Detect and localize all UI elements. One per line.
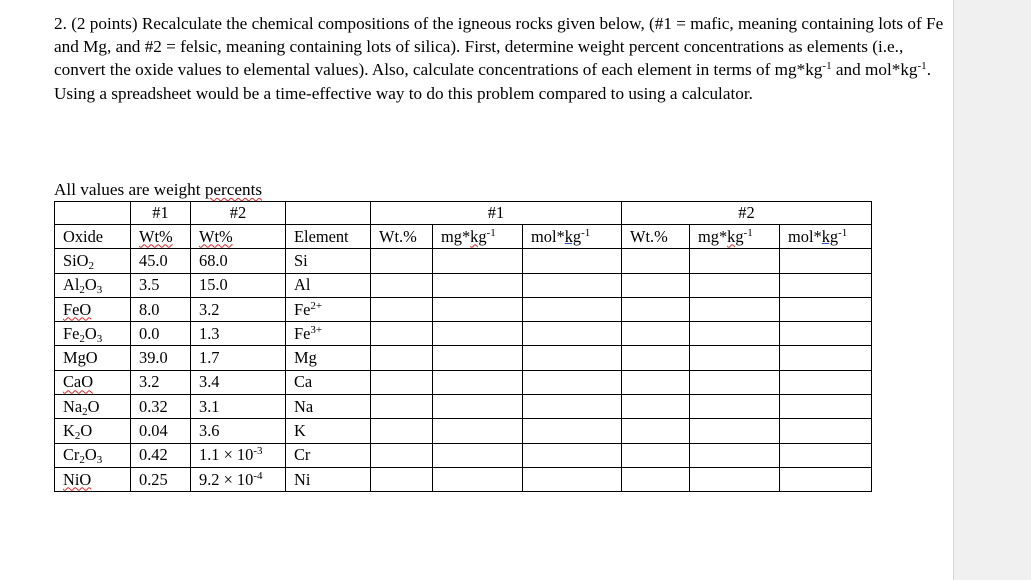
empty-cell	[690, 443, 780, 467]
empty-cell	[780, 297, 872, 321]
empty-cell	[622, 419, 690, 443]
table-row	[55, 322, 872, 346]
empty-cell	[780, 443, 872, 467]
wt-1-cell: 8.0	[131, 297, 191, 321]
oxide-cell: FeO	[55, 297, 131, 321]
element-cell: Ni	[286, 467, 371, 491]
table-row	[55, 273, 872, 297]
empty-cell	[371, 370, 433, 394]
empty-cell	[622, 395, 690, 419]
empty-cell	[622, 322, 690, 346]
wt-2-cell: 68.0	[191, 249, 286, 273]
oxide-cell: NiO	[55, 467, 131, 491]
table-row	[55, 346, 872, 370]
header-cell	[55, 202, 131, 225]
header-cell	[286, 202, 371, 225]
oxide-cell: $Na_2O$	[55, 395, 131, 419]
empty-cell	[523, 297, 622, 321]
table-row	[55, 249, 872, 273]
question-text: 2. (2 points) Recalculate the chemical compositions of the igneous rocks given below, (#1 = mafic, meaning containing lots of Fe and Mg, and #2 = felsic, meaning containing lots of silica). First, determine weight percent concentrations as elements (i.e., convert the oxide values to elemental values). Also, calculate concentrations of each element in terms of $mg*kg^{-1}$ and $mol*kg^{-1}$. Using a spreadsheet would be a time-effective way to do this problem compared to using a calculator.	[54, 14, 944, 103]
empty-cell	[690, 297, 780, 321]
wt-1-cell: 0.42	[131, 443, 191, 467]
empty-cell	[433, 395, 523, 419]
group-header-results-1: #1	[371, 202, 622, 225]
empty-cell	[690, 370, 780, 394]
empty-cell	[433, 346, 523, 370]
empty-cell	[371, 346, 433, 370]
col-wtpct-2: Wt.%	[622, 225, 690, 249]
empty-cell	[690, 346, 780, 370]
empty-cell	[780, 395, 872, 419]
empty-cell	[523, 346, 622, 370]
col-mol-1: $mol*kg^{-1}$	[523, 225, 622, 249]
empty-cell	[690, 273, 780, 297]
empty-cell	[433, 273, 523, 297]
empty-cell	[371, 467, 433, 491]
table-row	[55, 467, 872, 491]
empty-cell	[622, 249, 690, 273]
element-cell: $Fe^{2+}$	[286, 297, 371, 321]
empty-cell	[433, 443, 523, 467]
wt-1-cell: 45.0	[131, 249, 191, 273]
side-panel	[953, 0, 1031, 580]
col-mg-1: $mg*kg^{-1}$	[433, 225, 523, 249]
wt-2-cell: 1.3	[191, 322, 286, 346]
element-cell: K	[286, 419, 371, 443]
col-oxide: Oxide	[55, 225, 131, 249]
empty-cell	[523, 467, 622, 491]
group-header-results-2: #2	[622, 202, 872, 225]
element-cell: Si	[286, 249, 371, 273]
wt-1-cell: 0.25	[131, 467, 191, 491]
data-table	[54, 201, 872, 492]
col-wt-1: Wt%	[131, 225, 191, 249]
empty-cell	[780, 467, 872, 491]
empty-cell	[690, 467, 780, 491]
wt-1-cell: 3.5	[131, 273, 191, 297]
empty-cell	[371, 419, 433, 443]
wt-1-cell: 0.32	[131, 395, 191, 419]
empty-cell	[622, 467, 690, 491]
empty-cell	[371, 322, 433, 346]
empty-cell	[523, 249, 622, 273]
empty-cell	[523, 395, 622, 419]
oxide-cell: $Al_2O_3$	[55, 273, 131, 297]
wt-1-cell: 0.0	[131, 322, 191, 346]
empty-cell	[523, 443, 622, 467]
group-header-1: #1	[131, 202, 191, 225]
empty-cell	[780, 322, 872, 346]
empty-cell	[523, 273, 622, 297]
empty-cell	[622, 297, 690, 321]
element-cell: Na	[286, 395, 371, 419]
oxide-cell: SiO$_2$	[55, 249, 131, 273]
table-row	[55, 370, 872, 394]
wt-2-cell: $9.2 \times 10^{-4}$	[191, 467, 286, 491]
group-header-2: #2	[191, 202, 286, 225]
empty-cell	[433, 419, 523, 443]
wt-1-cell: 0.04	[131, 419, 191, 443]
empty-cell	[780, 273, 872, 297]
table-row	[55, 443, 872, 467]
oxide-cell: $Cr_2O_3$	[55, 443, 131, 467]
table-row	[55, 419, 872, 443]
empty-cell	[622, 273, 690, 297]
empty-cell	[371, 273, 433, 297]
col-mol-2: $mol*kg^{-1}$	[780, 225, 872, 249]
col-wt-2: Wt%	[191, 225, 286, 249]
empty-cell	[371, 443, 433, 467]
wt-2-cell: $1.1 \times 10^{-3}$	[191, 443, 286, 467]
column-header-row	[55, 225, 872, 249]
oxide-cell: CaO	[55, 370, 131, 394]
empty-cell	[622, 443, 690, 467]
element-cell: Mg	[286, 346, 371, 370]
oxide-cell: $Fe_2O_3$	[55, 322, 131, 346]
empty-cell	[780, 249, 872, 273]
empty-cell	[433, 322, 523, 346]
col-mg-2: $mg*kg^{-1}$	[690, 225, 780, 249]
wt-2-cell: 3.1	[191, 395, 286, 419]
empty-cell	[523, 419, 622, 443]
empty-cell	[433, 297, 523, 321]
empty-cell	[780, 370, 872, 394]
empty-cell	[371, 395, 433, 419]
empty-cell	[622, 346, 690, 370]
wt-1-cell: 3.2	[131, 370, 191, 394]
empty-cell	[371, 249, 433, 273]
wt-2-cell: 1.7	[191, 346, 286, 370]
empty-cell	[523, 370, 622, 394]
empty-cell	[690, 249, 780, 273]
oxide-cell: MgO	[55, 346, 131, 370]
empty-cell	[780, 346, 872, 370]
empty-cell	[690, 322, 780, 346]
table-caption: All values are weight percents	[54, 180, 263, 199]
wt-2-cell: 15.0	[191, 273, 286, 297]
table-row	[55, 395, 872, 419]
empty-cell	[780, 419, 872, 443]
element-cell: Al	[286, 273, 371, 297]
empty-cell	[622, 370, 690, 394]
empty-cell	[433, 370, 523, 394]
element-cell: $Fe^{3+}$	[286, 322, 371, 346]
empty-cell	[690, 395, 780, 419]
empty-cell	[433, 249, 523, 273]
empty-cell	[371, 297, 433, 321]
empty-cell	[433, 467, 523, 491]
oxide-cell: $K_2O$	[55, 419, 131, 443]
col-wtpct-1: Wt.%	[371, 225, 433, 249]
group-header-row	[55, 202, 872, 225]
col-element: Element	[286, 225, 371, 249]
wt-2-cell: 3.6	[191, 419, 286, 443]
table-row	[55, 297, 872, 321]
empty-cell	[690, 419, 780, 443]
wt-1-cell: 39.0	[131, 346, 191, 370]
wt-2-cell: 3.4	[191, 370, 286, 394]
wt-2-cell: 3.2	[191, 297, 286, 321]
element-cell: Ca	[286, 370, 371, 394]
element-cell: Cr	[286, 443, 371, 467]
empty-cell	[523, 322, 622, 346]
